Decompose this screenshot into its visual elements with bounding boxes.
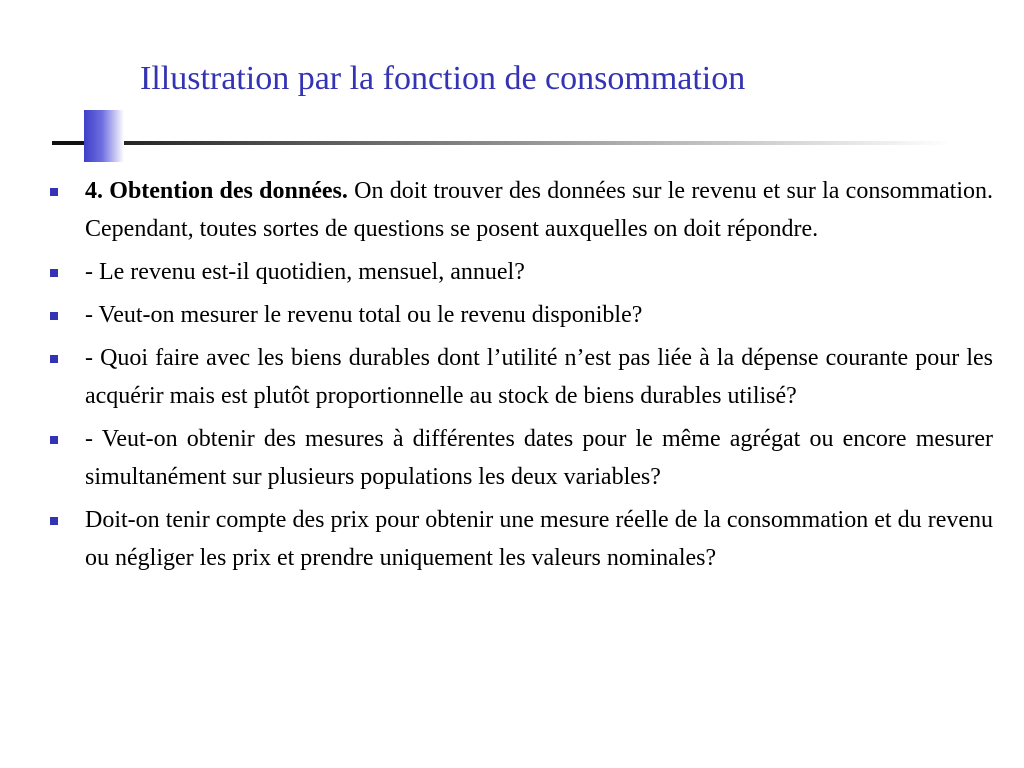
bullet-square-icon [50,517,58,525]
title-rule-line-front [52,141,84,145]
bullet-item-prix [50,501,993,577]
bullet-item-mesures-dates [50,420,993,496]
bullet-text: On doit trouver des données sur le revenu et sur la consommation. Cependant, toutes sortes de questions se posent auxquelles on doit répondre. [85,178,993,242]
title-rule-line [52,141,952,145]
title-rule-decoration [0,0,1024,180]
bullet-list [50,172,993,582]
bullet-text: - Quoi faire avec les biens durables dont l’utilité n’est pas liée à la dépense courante pour les acquérir mais est plutôt proportionnelle au stock de biens durables utilisé? [85,345,993,409]
bullet-item-obtention [50,172,993,248]
bullet-square-icon [50,269,58,277]
bullet-item-revenu-total [50,296,993,334]
title-accent-block [84,110,124,162]
bullet-item-revenu-periode [50,253,993,291]
bullet-text: Doit-on tenir compte des prix pour obtenir une mesure réelle de la consommation et du revenu ou négliger les prix et prendre uniquement les valeurs nominales? [85,507,993,571]
bullet-square-icon [50,188,58,196]
bullet-item-biens-durables [50,339,993,415]
bullet-text: - Le revenu est-il quotidien, mensuel, annuel? [85,259,525,285]
bullet-square-icon [50,355,58,363]
slide-title: Illustration par la fonction de consommation [140,60,746,97]
bullet-lead-text: 4. Obtention des données. [85,178,348,204]
bullet-text: - Veut-on obtenir des mesures à différentes dates pour le même agrégat ou encore mesurer simultanément sur plusieurs populations les deux variables? [85,426,993,490]
bullet-square-icon [50,436,58,444]
bullet-square-icon [50,312,58,320]
bullet-text: - Veut-on mesurer le revenu total ou le revenu disponible? [85,302,643,328]
